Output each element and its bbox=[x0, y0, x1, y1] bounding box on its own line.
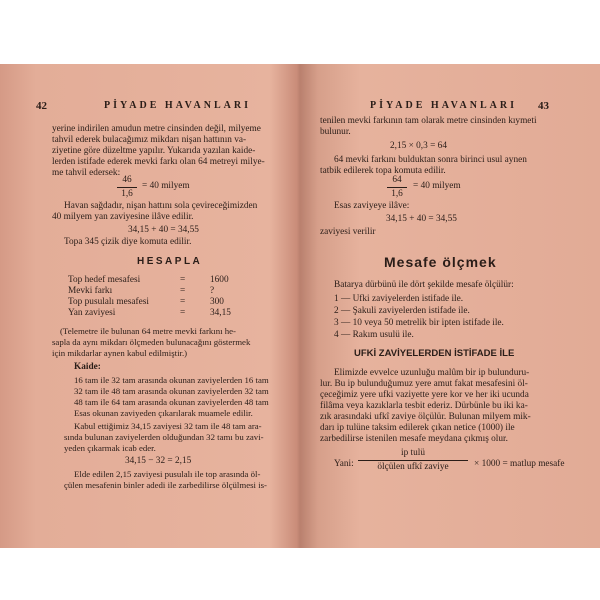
rule-line: 16 tam ile 32 tam arasında okunan zaviyelerden 16 tam bbox=[74, 375, 269, 385]
text-line: Elde edilen 2,15 zaviyesi pusulalı ile top arasında öl- bbox=[74, 469, 261, 479]
text-line: 64 mevki farkını bulduktan sonra birinci usul aynen bbox=[334, 155, 527, 165]
calc-value: ? bbox=[210, 286, 215, 296]
section-heading: Mesafe ölçmek bbox=[384, 254, 497, 270]
calc-value: 1600 bbox=[210, 275, 229, 285]
left-page bbox=[0, 64, 300, 548]
text-line: me tahvil edersek: bbox=[52, 168, 121, 178]
calc-value: 34,15 bbox=[210, 308, 231, 318]
fraction bbox=[117, 175, 137, 200]
text-line: zaviyesi verilir bbox=[320, 227, 376, 237]
running-head: PİYADE HAVANLARI bbox=[104, 100, 252, 111]
formula: 34,15 − 32 = 2,15 bbox=[125, 456, 192, 466]
text-line: Havan sağdadır, nişan hattını sola çevireceğimizden bbox=[64, 201, 258, 211]
formula: 2,15 × 0,3 = 64 bbox=[390, 141, 447, 151]
text-line: çülen mesafenin binler adedi ile zarbedilirse ölçülmesi is- bbox=[64, 480, 267, 490]
formula-result: × 1000 = matlup mesafe bbox=[474, 459, 565, 469]
fraction-denominator: 1,6 bbox=[391, 189, 403, 199]
rule-line: 48 tam ile 64 tam arasında okunan zaviyelerden 48 tam bbox=[74, 397, 269, 407]
page-number: 43 bbox=[538, 100, 549, 112]
text-line: Kabul ettiğimiz 34,15 zaviyesi 32 tam ile 48 tam ara- bbox=[74, 421, 262, 431]
formula: 34,15 + 40 = 34,55 bbox=[386, 214, 457, 224]
right-page bbox=[302, 64, 600, 548]
calc-row bbox=[68, 297, 224, 308]
rule-line: Esas okunan zaviyeden çıkarılarak muamele edilir. bbox=[74, 408, 253, 418]
text-line: lerden istifade ederek mevki farkı olan 64 metreyi milye- bbox=[52, 157, 265, 167]
text-line: yeden çıkarmak icab eder. bbox=[64, 443, 156, 453]
list-item: 2 — Şakuli zaviyelerden istifade ile. bbox=[334, 306, 470, 316]
text-line: Batarya dürbünü ile dört şekilde mesafe ölçülür: bbox=[334, 280, 514, 290]
calc-label: Yan zaviyesi bbox=[68, 308, 116, 318]
calc-row bbox=[68, 308, 231, 319]
calc-eq: = bbox=[180, 297, 186, 307]
calc-label: Mevki farkı bbox=[68, 286, 113, 296]
text-line: sında bulunan zaviyelerden olduğundan 32 tamı bu zavi- bbox=[64, 432, 264, 442]
calc-label: Top hedef mesafesi bbox=[68, 275, 141, 285]
text-line: Topa 345 çizik diye komuta edilir. bbox=[64, 237, 192, 247]
page-number: 42 bbox=[36, 100, 47, 112]
note-line: için mikdarlar aynen kabul edilmiştir.) bbox=[52, 348, 188, 358]
list-item: 3 — 10 veya 50 metrelik bir ipten istifade ile. bbox=[334, 318, 504, 328]
text-line: tahvil ederek bulacağımız mikdarı nişan hattının va- bbox=[52, 135, 247, 145]
calc-eq: = bbox=[180, 275, 186, 285]
text-line: ziyetine göre düzeltme yapılır. Yukarıda yazılan kaide- bbox=[52, 146, 256, 156]
note-line: (Telemetre ile bulunan 64 metre mevki farkını he- bbox=[60, 326, 236, 336]
text-line: filâma veya kazıklarla tesbit ederiz. Dürbünle bu iki ka- bbox=[320, 401, 528, 411]
text-line: çeceğimiz yere ufki vaziyette yere kor ve her iki ucunda bbox=[320, 390, 529, 400]
kaide-heading: Kaide: bbox=[74, 362, 101, 372]
formula-prefix: Yani: bbox=[334, 459, 354, 469]
text-line: 40 milyem yan zaviyesine ilâve edilir. bbox=[52, 212, 194, 222]
running-head: PİYADE HAVANLARI bbox=[370, 100, 518, 111]
fraction-denominator: ölçülen ufkî zaviye bbox=[377, 462, 449, 472]
text-line: bulunur. bbox=[320, 127, 351, 137]
list-item: 1 — Ufki zaviyelerden istifade ile. bbox=[334, 294, 464, 304]
text-line: darı ip tulüne taksim edilerek çıkan netice (1000) ile bbox=[320, 423, 515, 433]
subsection-heading: UFKİ ZAVİYELERDEN İSTİFADE İLE bbox=[354, 348, 515, 359]
calc-eq: = bbox=[180, 308, 186, 318]
list-item: 4 — Rakım usulü ile. bbox=[334, 330, 414, 340]
text-line: Esas zaviyeye ilâve: bbox=[334, 201, 410, 211]
text-line: zık arasındaki ufkî zaviye ölçülür. Bulunan milyem mik- bbox=[320, 412, 531, 422]
calc-value: 300 bbox=[210, 297, 224, 307]
fraction-bar bbox=[358, 460, 468, 461]
hesapla-heading: HESAPLA bbox=[137, 256, 203, 267]
open-book bbox=[0, 64, 600, 548]
fraction-denominator: 1,6 bbox=[121, 189, 133, 199]
fraction-bar bbox=[387, 187, 407, 188]
text-line: Elimizde evvelce uzunluğu malûm bir ip bulunduru- bbox=[334, 368, 530, 378]
text-line: tenilen mevki farkının tam olarak metre cinsinden kıymeti bbox=[320, 116, 537, 126]
fraction bbox=[387, 175, 407, 200]
calc-row bbox=[68, 275, 229, 286]
formula: 34,15 + 40 = 34,55 bbox=[128, 225, 199, 235]
note-line: sapla da aynı mikdarı ölçmeden bulunacağını göstermek bbox=[52, 337, 251, 347]
calc-row bbox=[68, 286, 214, 297]
rule-line: 32 tam ile 48 tam arasında okunan zaviyelerden 32 tam bbox=[74, 386, 269, 396]
text-line: lur. Bu ip bulunduğumuz yere amut fakat mesafesini öl- bbox=[320, 379, 528, 389]
calc-label: Top pusulalı mesafesi bbox=[68, 297, 149, 307]
text-line: zarbedilirse istenilen mesafe meydana çıkmış olur. bbox=[320, 434, 508, 444]
fraction-bar bbox=[117, 187, 137, 188]
fraction bbox=[358, 448, 468, 473]
fraction-numerator: 46 bbox=[122, 175, 132, 185]
fraction-numerator: ip tulü bbox=[400, 448, 426, 458]
calc-eq: = bbox=[180, 286, 186, 296]
fraction-numerator: 64 bbox=[392, 175, 402, 185]
text-line: tatbik edilerek topa komuta edilir. bbox=[320, 166, 446, 176]
text-line: yerine indirilen amudun metre cinsinden değil, milyeme bbox=[52, 124, 261, 134]
formula-result: = 40 milyem bbox=[142, 181, 190, 191]
formula-result: = 40 milyem bbox=[413, 181, 461, 191]
